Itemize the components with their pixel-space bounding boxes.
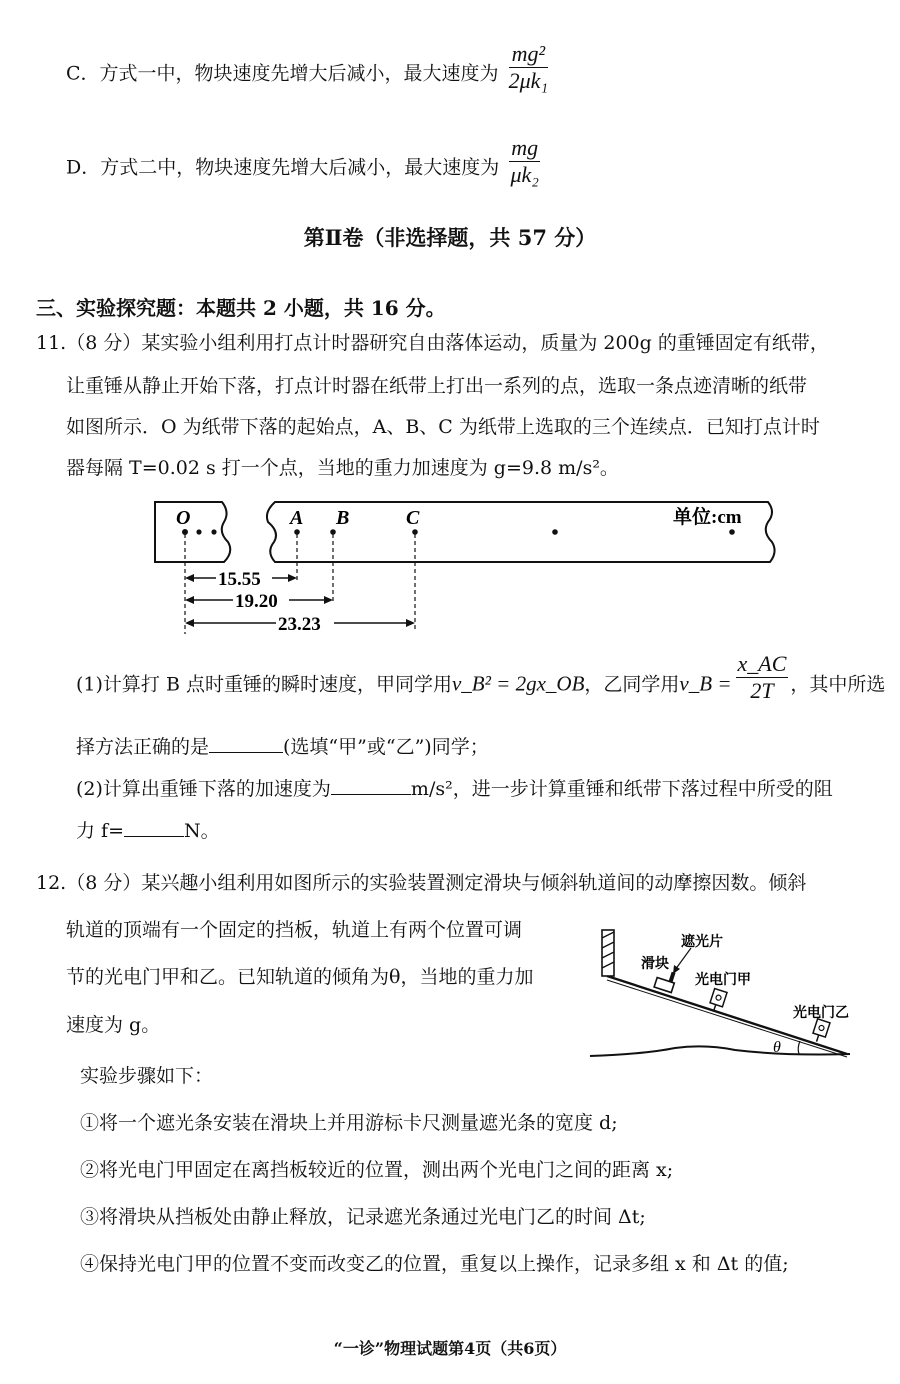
q11-part1-text-b: ，乙同学用	[584, 673, 680, 696]
q11-part1-text-d: 择方法正确的是	[76, 736, 210, 758]
q11-part2-line1	[76, 776, 833, 801]
q11-part1-line2	[76, 734, 489, 759]
q11-part2-text-b: m/s²，进一步计算重锤和纸带下落过程中所受的阻	[410, 778, 833, 800]
dot-c	[412, 529, 418, 535]
answer-blank-2[interactable]	[331, 776, 411, 795]
option-c-denominator: 2μk₁	[508, 68, 549, 93]
label-slider: 滑块	[641, 957, 669, 972]
step-3: ③将滑块从挡板处由静止释放，记录遮光条通过光电门乙的时间 Δt;	[80, 1206, 646, 1228]
step-4: ④保持光电门甲的位置不变而改变乙的位置，重复以上操作，记录多组 x 和 Δt 的值;	[80, 1253, 789, 1275]
dot-a	[294, 529, 300, 535]
dot-o-2	[196, 529, 201, 534]
formula-yi-numerator: x_AC	[737, 651, 787, 676]
option-d	[66, 135, 540, 187]
q11-part1-text-c: ，其中所选	[790, 673, 886, 696]
q11-part1-line1	[76, 651, 886, 703]
photogate-b	[811, 1019, 830, 1044]
dim-value-2: 19.20	[235, 591, 278, 612]
volume-title: 第Ⅱ卷（非选择题，共 57 分）	[303, 225, 597, 250]
dot-extra-1	[552, 529, 558, 535]
q11-part2-line2	[76, 818, 220, 843]
q12-intro-line-1: 12.（8 分）某兴趣小组利用如图所示的实验装置测定滑块与倾斜轨道间的动摩擦因数。倾斜	[36, 872, 807, 894]
section-title: 三、实验探究题：本题共 2 小题，共 16 分。	[36, 296, 446, 320]
tape-left-segment	[155, 502, 230, 562]
label-a: A	[290, 507, 304, 529]
baffle	[602, 930, 614, 976]
step-1: ①将一个遮光条安装在滑块上并用游标卡尺测量遮光条的宽度 d;	[80, 1112, 618, 1134]
option-c-fraction	[509, 42, 548, 93]
unit-label: 单位:cm	[673, 507, 742, 528]
option-c	[66, 41, 549, 93]
steps-title: 实验步骤如下：	[80, 1065, 214, 1087]
q11-part2-text-c: 力 f=	[76, 820, 124, 842]
page-footer: “一诊”物理试题第4页（共6页）	[333, 1339, 567, 1358]
q11-part2-text-a: (2)计算出重锤下落的加速度为	[76, 778, 331, 800]
formula-yi-fraction	[736, 652, 789, 703]
q11-intro-line-4: 器每隔 T=0.02 s 打一个点，当地的重力加速度为 g=9.8 m/s²。	[66, 457, 619, 479]
option-d-fraction	[509, 136, 540, 187]
dot-o-3	[211, 529, 216, 534]
label-theta: θ	[773, 1039, 781, 1056]
q11-intro-line-2: 让重锤从静止开始下落，打点计时器在纸带上打出一系列的点，选取一条点迹清晰的纸带	[66, 375, 808, 397]
q11-intro-line-3: 如图所示．O 为纸带下落的起始点，A、B、C 为纸带上选取的三个连续点．已知打点计时	[66, 416, 820, 438]
q11-part1-text-a: (1)计算打 B 点时重锤的瞬时速度，甲同学用	[76, 673, 452, 696]
option-c-numerator: mg²	[509, 42, 548, 68]
answer-blank-3[interactable]	[124, 818, 184, 837]
label-b: B	[336, 507, 350, 529]
dim-value-3: 23.23	[278, 614, 321, 635]
dot-extra-2	[729, 529, 735, 535]
formula-yi-lhs: v_B =	[679, 671, 732, 696]
label-gate-a: 光电门甲	[695, 973, 751, 988]
ground-line	[590, 1046, 850, 1056]
formula-jia: v_B² = 2gx_OB	[451, 671, 585, 696]
label-shade: 遮光片	[681, 935, 723, 950]
formula-yi-denominator: 2T	[750, 678, 774, 703]
q12-intro-line-3: 节的光电门甲和乙。已知轨道的倾角为θ，当地的重力加	[66, 966, 534, 988]
q11-part1-text-e: (选填“甲”或“乙”)同学；	[283, 736, 489, 758]
q12-intro-line-4: 速度为 g。	[66, 1014, 161, 1036]
dot-b	[330, 529, 336, 535]
option-c-text: C．方式一中，物块速度先增大后减小，最大速度为	[66, 62, 499, 85]
angle-arc	[798, 1041, 800, 1054]
label-o: O	[176, 507, 191, 529]
label-gate-b: 光电门乙	[793, 1006, 849, 1021]
label-c: C	[406, 507, 420, 529]
q12-intro-line-2: 轨道的顶端有一个固定的挡板，轨道上有两个位置可调	[66, 919, 523, 941]
option-d-text: D．方式二中，物块速度先增大后减小，最大速度为	[66, 156, 500, 179]
q11-intro-line-1: 11.（8 分）某实验小组利用打点计时器研究自由落体运动，质量为 200g 的重锤固定有纸带，	[36, 332, 829, 354]
incline-figure	[585, 918, 865, 1063]
dim-value-1: 15.55	[218, 569, 261, 590]
paper-tape-figure	[140, 494, 790, 639]
option-d-numerator: mg	[511, 135, 539, 160]
answer-blank-1[interactable]	[209, 734, 283, 753]
option-d-denominator: μk₂	[510, 162, 539, 187]
step-2: ②将光电门甲固定在离挡板较近的位置，测出两个光电门之间的距离 x;	[80, 1159, 674, 1181]
q11-part2-text-d: N。	[184, 820, 220, 842]
